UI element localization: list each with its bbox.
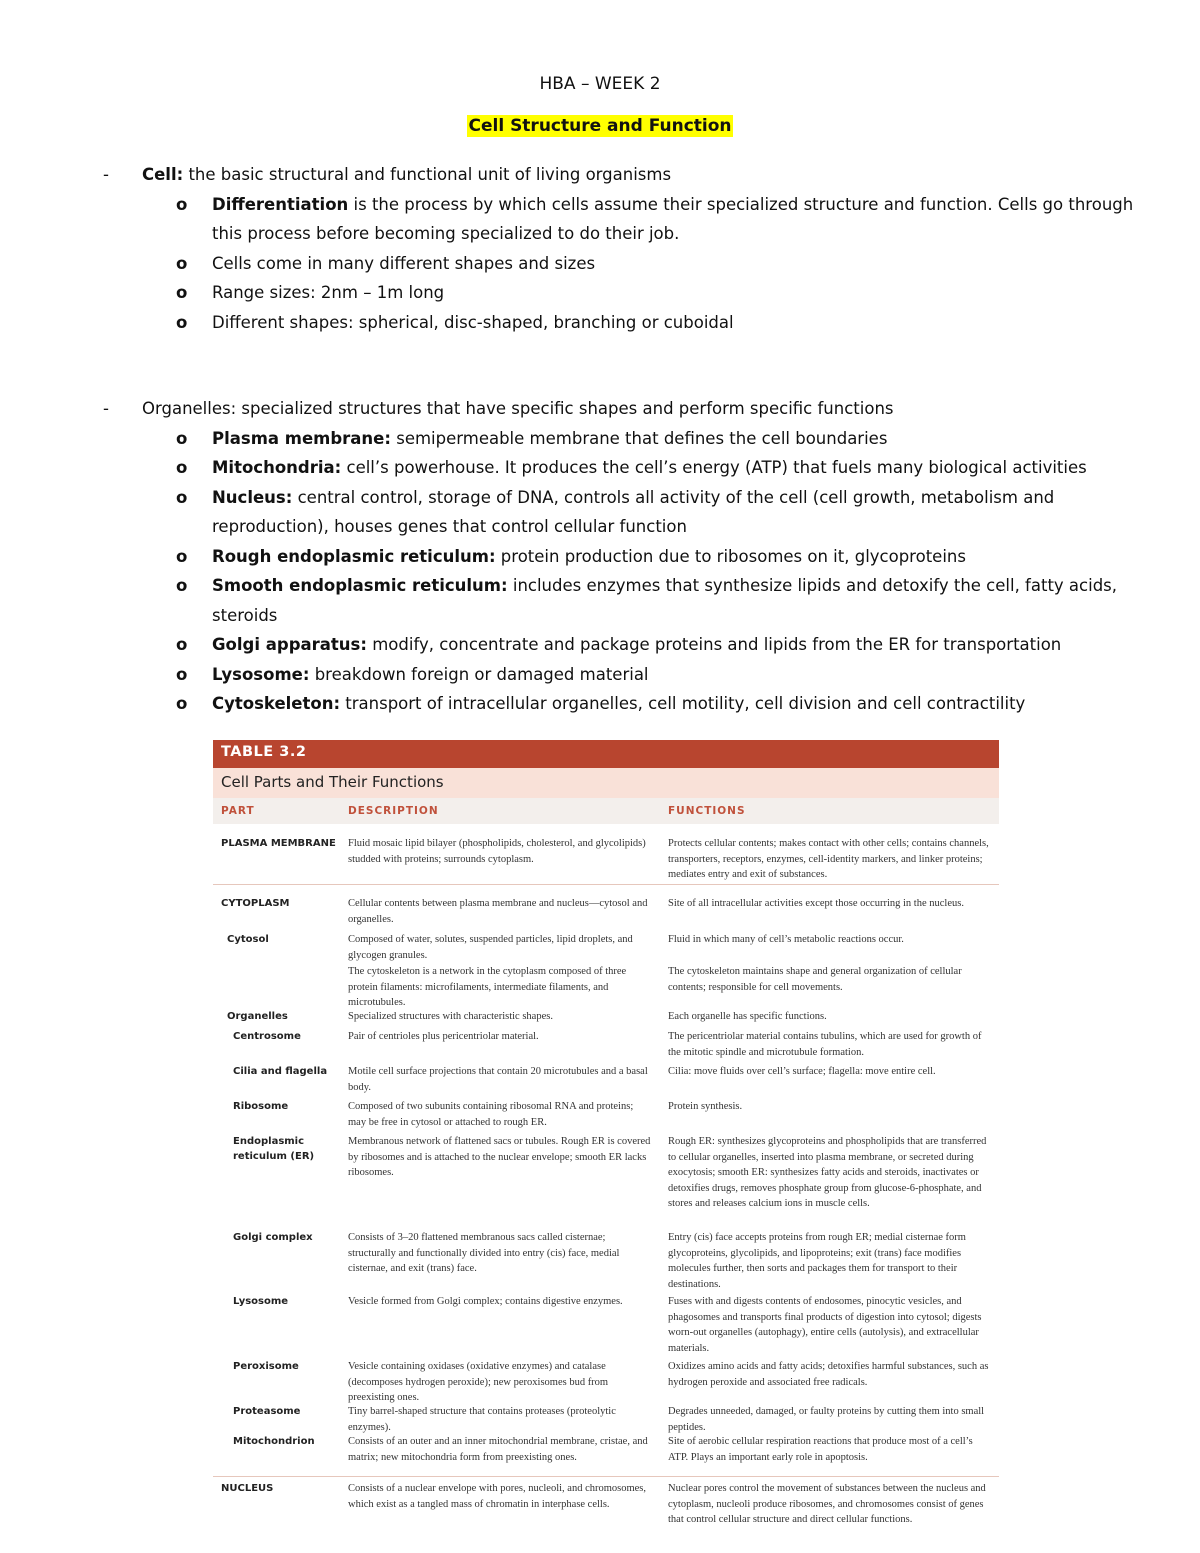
row-part: PLASMA MEMBRANE: [221, 838, 336, 849]
list-item: [0, 308, 1200, 338]
row-description: Composed of two subunits containing ribosomal RNA and proteins; may be free in cytosol or attached to rough ER.: [348, 1101, 634, 1128]
row-description: Consists of a nuclear envelope with pores, nucleoli, and chromosomes, which exist as a tangled mass of chromatin in interphase cells.: [348, 1483, 647, 1510]
row-functions: Protein synthesis.: [668, 1101, 743, 1112]
row-functions: The pericentriolar material contains tubulins, which are used for growth of the mitotic spindle and microtubule formation.: [668, 1031, 982, 1058]
row-functions: Protects cellular contents; makes contact with other cells; contains channels, transporters, receptors, enzymes, cell-identity markers, and linker proteins; mediates entry and exit of substances.: [668, 838, 989, 880]
cell-text: the basic structural and functional unit of living organisms: [183, 165, 672, 184]
cell-bullet: [0, 160, 1200, 190]
row-functions: Rough ER: synthesizes glycoproteins and phospholipids that are transferred to cellular organelles, inserted into plasma membrane, or secreted during exocytosis; smooth ER: synthesizes fatty acids and steroids, inactivates or detoxifies drugs, removes phosphate group from glucose-6-phosphate, and stores and releases calcium ions in muscle cells.: [668, 1136, 987, 1209]
list-item: [0, 424, 1200, 454]
item-text: Different shapes: spherical, disc-shaped, branching or cuboidal: [212, 312, 734, 332]
item-text: includes enzymes that synthesize lipids and detoxify the cell, fatty acids, steroids: [212, 576, 1118, 625]
row-part: Lysosome: [233, 1296, 289, 1307]
list-item: [0, 453, 1200, 483]
table-label: TABLE 3.2: [213, 740, 999, 768]
row-description: Cellular contents between plasma membrane and nucleus—cytosol and organelles.: [348, 898, 648, 925]
list-item: [0, 542, 1200, 572]
row-functions: Degrades unneeded, damaged, or faulty proteins by cutting them into small peptides.: [668, 1406, 985, 1433]
col-part-header: PART: [221, 805, 255, 817]
list-item: [0, 249, 1200, 279]
item-term: Lysosome:: [212, 664, 310, 684]
row-part: Golgi complex: [233, 1232, 313, 1243]
subtitle-wrap: [0, 116, 1200, 136]
item-text: semipermeable membrane that defines the cell boundaries: [390, 428, 888, 448]
cell-section: [0, 160, 1200, 337]
row-description: Consists of an outer and an inner mitochondrial membrane, cristae, and matrix; new mitochondria form from preexisting ones.: [348, 1436, 648, 1463]
list-item: [0, 630, 1200, 660]
dash-bullet: -: [103, 165, 109, 184]
list-item: [0, 571, 1200, 630]
row-description: Specialized structures with characteristic shapes.: [348, 1011, 553, 1022]
circle-bullet: o: [176, 664, 188, 684]
row-functions: Oxidizes amino acids and fatty acids; detoxifies harmful substances, such as hydrogen peroxide and associated free radicals.: [668, 1361, 989, 1388]
circle-bullet: o: [176, 458, 188, 477]
organelles-bullet: [0, 394, 1200, 424]
item-text: transport of intracellular organelles, cell motility, cell division and cell contractility: [340, 694, 1026, 713]
row-functions: Fuses with and digests contents of endosomes, pinocytic vesicles, and phagosomes and transports final products of digestion into cytosol; digests worn-out organelles (autophagy), entire cells (autolysis), and extracellular materials.: [668, 1296, 982, 1354]
item-text: modify, concentrate and package proteins and lipids from the ER for transportation: [366, 635, 1062, 654]
circle-bullet: o: [176, 428, 188, 448]
row-description: Motile cell surface projections that contain 20 microtubules and a basal body.: [348, 1066, 648, 1093]
circle-bullet: o: [176, 194, 188, 214]
table-divider: [213, 1476, 999, 1477]
row-description: The cytoskeleton is a network in the cytoplasm composed of three protein filaments: microfilaments, intermediate filaments, and microtubules.: [348, 966, 627, 1008]
row-functions: Fluid in which many of cell’s metabolic reactions occur.: [668, 934, 904, 945]
row-part: CYTOPLASM: [221, 898, 290, 909]
organelles-section: [0, 394, 1200, 719]
item-text: central control, storage of DNA, controls all activity of the cell (cell growth, metabolism and reproduction), houses genes that control cellular function: [212, 487, 1055, 536]
list-item: [0, 483, 1200, 542]
cell-parts-table: [213, 740, 999, 1546]
item-term: Plasma membrane:: [212, 428, 391, 448]
circle-bullet: o: [176, 576, 188, 595]
circle-bullet: o: [176, 487, 188, 507]
row-part: NUCLEUS: [221, 1483, 274, 1494]
row-functions: Each organelle has specific functions.: [668, 1011, 827, 1022]
item-text: Cells come in many different shapes and sizes: [212, 253, 596, 273]
row-part: Cytosol: [227, 934, 269, 945]
row-part: Peroxisome: [233, 1361, 299, 1372]
item-text: cell’s powerhouse. It produces the cell’s energy (ATP) that fuels many biological activities: [341, 458, 1087, 477]
row-part: Organelles: [227, 1011, 288, 1022]
item-text: breakdown foreign or damaged material: [309, 664, 649, 684]
row-description: Membranous network of flattened sacs or tubules. Rough ER is covered by ribosomes and is attached to the nuclear envelope; smooth ER lacks ribosomes.: [348, 1136, 651, 1178]
col-description-header: DESCRIPTION: [348, 805, 439, 817]
circle-bullet: o: [176, 312, 188, 332]
item-term: Smooth endoplasmic reticulum:: [212, 576, 508, 595]
organelles-text: Organelles: specialized structures that have specific shapes and perform specific functions: [142, 399, 894, 418]
row-functions: Site of all intracellular activities except those occurring in the nucleus.: [668, 898, 964, 909]
circle-bullet: o: [176, 546, 188, 566]
item-text: Range sizes: 2nm – 1m long: [212, 283, 445, 302]
row-part: Mitochondrion: [233, 1436, 315, 1447]
page-title: HBA – WEEK 2: [539, 74, 661, 94]
row-description: Vesicle formed from Golgi complex; contains digestive enzymes.: [348, 1296, 623, 1307]
row-part: Endoplasmic reticulum (ER): [233, 1136, 315, 1162]
circle-bullet: o: [176, 635, 188, 654]
item-text: is the process by which cells assume their specialized structure and function. Cells go through this process before becoming specialized to do their job.: [212, 194, 1134, 243]
dash-bullet: -: [103, 399, 109, 418]
cell-term: Cell:: [142, 165, 184, 184]
circle-bullet: o: [176, 253, 188, 273]
row-description: Pair of centrioles plus pericentriolar material.: [348, 1031, 539, 1042]
row-description: Consists of 3–20 flattened membranous sacs called cisternae; structurally and functionally divided into entry (cis) face, medial cisternae, and exit (trans) face.: [348, 1232, 620, 1274]
row-description: Tiny barrel-shaped structure that contains proteases (proteolytic enzymes).: [348, 1406, 616, 1433]
list-item: [0, 660, 1200, 690]
item-term: Nucleus:: [212, 487, 293, 507]
col-functions-header: FUNCTIONS: [668, 805, 746, 817]
circle-bullet: o: [176, 283, 188, 302]
row-functions: Site of aerobic cellular respiration reactions that produce most of a cell’s ATP. Plays an important early role in apoptosis.: [668, 1436, 973, 1463]
item-text: protein production due to ribosomes on it, glycoproteins: [495, 546, 966, 566]
item-term: Rough endoplasmic reticulum:: [212, 546, 496, 566]
row-part: Proteasome: [233, 1406, 301, 1417]
row-part: Ribosome: [233, 1101, 289, 1112]
table-divider: [213, 884, 999, 885]
row-description: Vesicle containing oxidases (oxidative enzymes) and catalase (decomposes hydrogen peroxide); new peroxisomes bud from preexisting ones.: [348, 1361, 609, 1403]
item-term: Mitochondria:: [212, 458, 342, 477]
row-description: Fluid mosaic lipid bilayer (phospholipids, cholesterol, and glycolipids) studded with proteins; surrounds cytoplasm.: [348, 838, 646, 865]
item-term: Cytoskeleton:: [212, 694, 341, 713]
table-column-headers: [213, 798, 999, 824]
row-part: Cilia and flagella: [233, 1066, 328, 1077]
row-functions: Entry (cis) face accepts proteins from rough ER; medial cisternae form glycoproteins, glycolipids, and lipoproteins; exit (trans) face modifies molecules further, then sorts and packages them for transport to their destinations.: [668, 1232, 966, 1290]
circle-bullet: o: [176, 694, 188, 713]
row-part: Centrosome: [233, 1031, 301, 1042]
row-description: Composed of water, solutes, suspended particles, lipid droplets, and glycogen granules.: [348, 934, 633, 961]
row-functions: Cilia: move fluids over cell’s surface; flagella: move entire cell.: [668, 1066, 936, 1077]
row-functions: Nuclear pores control the movement of substances between the nucleus and cytoplasm, nucleoli produce ribosomes, and chromosomes consist of genes that control cellular structure and direct cellular functions.: [668, 1483, 986, 1525]
table-title: Cell Parts and Their Functions: [213, 768, 999, 798]
item-term: Differentiation: [212, 194, 349, 214]
list-item: [0, 190, 1200, 249]
row-functions: The cytoskeleton maintains shape and general organization of cellular contents; responsible for cell movements.: [668, 966, 962, 993]
list-item: [0, 689, 1200, 719]
highlighted-subtitle: Cell Structure and Function: [468, 116, 732, 136]
item-term: Golgi apparatus:: [212, 635, 367, 654]
list-item: [0, 278, 1200, 308]
